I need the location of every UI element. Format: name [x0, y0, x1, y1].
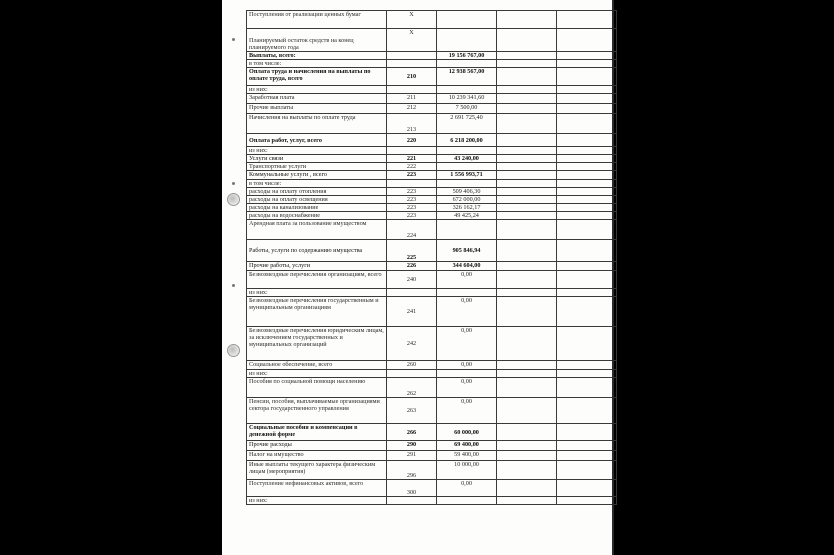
table-row [247, 104, 617, 114]
table-row [247, 29, 617, 52]
scan-speck [232, 284, 235, 287]
row-code: 223 [387, 196, 437, 204]
table-row [247, 451, 617, 461]
scan-speck [232, 182, 235, 185]
row-amount: 344 604,00 [437, 262, 497, 271]
row-code: 290 [387, 441, 437, 451]
row-code: X [387, 11, 437, 29]
row-label: Социальное обеспечение, всего [247, 361, 387, 370]
table-row [247, 327, 617, 361]
row-amount [437, 289, 497, 297]
page-edge-shadow [612, 0, 614, 555]
row-code: 212 [387, 104, 437, 114]
row-amount: 6 218 200,00 [437, 134, 497, 147]
row-amount: 0,00 [437, 361, 497, 370]
table-row [247, 188, 617, 196]
row-label: Транспортные услуги [247, 163, 387, 171]
row-label: расходы на оплату освещения [247, 196, 387, 204]
table-row [247, 497, 617, 505]
row-amount [437, 163, 497, 171]
row-label: Оплата работ, услуг, всего [247, 134, 387, 147]
row-code: 225 [387, 240, 437, 262]
row-amount: 0,00 [437, 297, 497, 327]
row-amount: 326 162,17 [437, 204, 497, 212]
row-amount: 1 556 993,71 [437, 171, 497, 180]
row-amount: 2 691 725,40 [437, 114, 497, 134]
row-code: 291 [387, 451, 437, 461]
row-label: Начисления на выплаты по оплате труда [247, 114, 387, 134]
row-label: из них: [247, 370, 387, 378]
row-amount [437, 29, 497, 52]
row-amount [437, 147, 497, 155]
table-row [247, 297, 617, 327]
row-amount [437, 86, 497, 94]
row-amount: 49 425,24 [437, 212, 497, 220]
row-label: из них: [247, 497, 387, 505]
row-amount [437, 497, 497, 505]
row-code: 260 [387, 361, 437, 370]
row-label: Безвозмездные перечисления государственным и муниципальным организациям [247, 297, 387, 327]
row-amount [437, 11, 497, 29]
table-row [247, 289, 617, 297]
row-code: 296 [387, 461, 437, 480]
table-row [247, 52, 617, 60]
row-amount: 0,00 [437, 398, 497, 424]
row-code: 210 [387, 68, 437, 86]
table-row [247, 398, 617, 424]
row-amount: 12 938 567,00 [437, 68, 497, 86]
row-amount [437, 370, 497, 378]
table-row [247, 147, 617, 155]
table-row [247, 262, 617, 271]
table-row [247, 86, 617, 94]
row-label: Пособия по социальной помощи населению [247, 378, 387, 398]
row-label: из них: [247, 147, 387, 155]
table-row [247, 114, 617, 134]
table-row [247, 240, 617, 262]
row-code [387, 86, 437, 94]
row-label: Прочие расходы [247, 441, 387, 451]
scanned-page [222, 0, 612, 555]
row-code [387, 147, 437, 155]
row-code: 262 [387, 378, 437, 398]
table-row [247, 134, 617, 147]
binder-hole-bottom [227, 344, 240, 357]
row-amount: 19 156 767,00 [437, 52, 497, 60]
table-row [247, 171, 617, 180]
table-row [247, 461, 617, 480]
row-code: 220 [387, 134, 437, 147]
row-code: 223 [387, 212, 437, 220]
row-code: 242 [387, 327, 437, 361]
row-label: Иные выплаты текущего характера физическим лицам (мероприятия) [247, 461, 387, 480]
row-label: Арендная плата за пользование имуществом [247, 220, 387, 240]
table-row [247, 68, 617, 86]
row-label: Услуги связи [247, 155, 387, 163]
table-row [247, 94, 617, 104]
table-row [247, 11, 617, 29]
table-row [247, 378, 617, 398]
row-amount [437, 220, 497, 240]
row-label: Пенсии, пособия, выплачиваемые организациями сектора государственного управления [247, 398, 387, 424]
row-code [387, 289, 437, 297]
table-row [247, 196, 617, 204]
row-code: 226 [387, 262, 437, 271]
row-label: Выплаты, всего: [247, 52, 387, 60]
row-amount: 672 000,00 [437, 196, 497, 204]
row-amount: 0,00 [437, 271, 497, 289]
table-row [247, 163, 617, 171]
row-label: Социальные пособия и компенсации в денежной форме [247, 424, 387, 441]
scan-speck [232, 38, 235, 41]
row-label: Коммунальные услуги , всего [247, 171, 387, 180]
row-amount: 0,00 [437, 378, 497, 398]
row-label: из них: [247, 289, 387, 297]
row-label: в том числе: [247, 60, 387, 68]
row-label: в том числе: [247, 180, 387, 188]
row-code: 300 [387, 480, 437, 497]
row-code: 223 [387, 188, 437, 196]
row-label: Прочие выплаты [247, 104, 387, 114]
table-row [247, 480, 617, 497]
table-row [247, 361, 617, 370]
binder-hole-top [227, 193, 240, 206]
row-amount: 905 846,94 [437, 240, 497, 262]
row-amount: 0,00 [437, 480, 497, 497]
row-code: 223 [387, 204, 437, 212]
row-amount: 69 400,00 [437, 441, 497, 451]
row-amount: 43 240,00 [437, 155, 497, 163]
row-label: Планируемый остаток средств на конец планируемого года [247, 29, 387, 52]
row-label: Поступление нефинансовых активов, всего [247, 480, 387, 497]
row-label: Заработная плата [247, 94, 387, 104]
row-label: расходы на канализование [247, 204, 387, 212]
row-amount [437, 180, 497, 188]
table-row [247, 180, 617, 188]
row-amount: 0,00 [437, 327, 497, 361]
row-label: расходы на водоснабжение [247, 212, 387, 220]
row-code: 263 [387, 398, 437, 424]
table-row [247, 424, 617, 441]
budget-table [246, 10, 617, 505]
row-code [387, 180, 437, 188]
row-label: Поступления от реализации ценных бумаг [247, 11, 387, 29]
row-code [387, 60, 437, 68]
row-label: Безвозмездные перечисления организациям, всего [247, 271, 387, 289]
row-amount: 59 400,00 [437, 451, 497, 461]
row-code: 211 [387, 94, 437, 104]
table-row [247, 370, 617, 378]
row-label: Налог на имущество [247, 451, 387, 461]
row-code: X [387, 29, 437, 52]
row-label: Оплата труда и начисления на выплаты по оплате труда, всего [247, 68, 387, 86]
row-code [387, 52, 437, 60]
row-code [387, 370, 437, 378]
table-row [247, 155, 617, 163]
row-code: 223 [387, 171, 437, 180]
row-amount: 10 239 341,60 [437, 94, 497, 104]
row-amount: 7 500,00 [437, 104, 497, 114]
row-label: Работы, услуги по содержанию имущества [247, 240, 387, 262]
row-code: 222 [387, 163, 437, 171]
table-row [247, 212, 617, 220]
row-amount: 60 000,00 [437, 424, 497, 441]
row-code: 240 [387, 271, 437, 289]
table-row [247, 220, 617, 240]
table-row [247, 271, 617, 289]
row-label: расходы на оплату отопления [247, 188, 387, 196]
row-amount: 509 406,30 [437, 188, 497, 196]
row-code: 221 [387, 155, 437, 163]
row-code: 241 [387, 297, 437, 327]
row-code: 266 [387, 424, 437, 441]
row-label: Безвозмездные перечисления юридическим лицам, за исключением государственных и муниципальных организаций [247, 327, 387, 361]
row-code [387, 497, 437, 505]
row-code: 213 [387, 114, 437, 134]
table-row [247, 60, 617, 68]
row-label: Прочие работы, услуги [247, 262, 387, 271]
row-amount [437, 60, 497, 68]
row-amount: 10 000,00 [437, 461, 497, 480]
row-code: 224 [387, 220, 437, 240]
row-label: из них: [247, 86, 387, 94]
table-row [247, 441, 617, 451]
table-row [247, 204, 617, 212]
